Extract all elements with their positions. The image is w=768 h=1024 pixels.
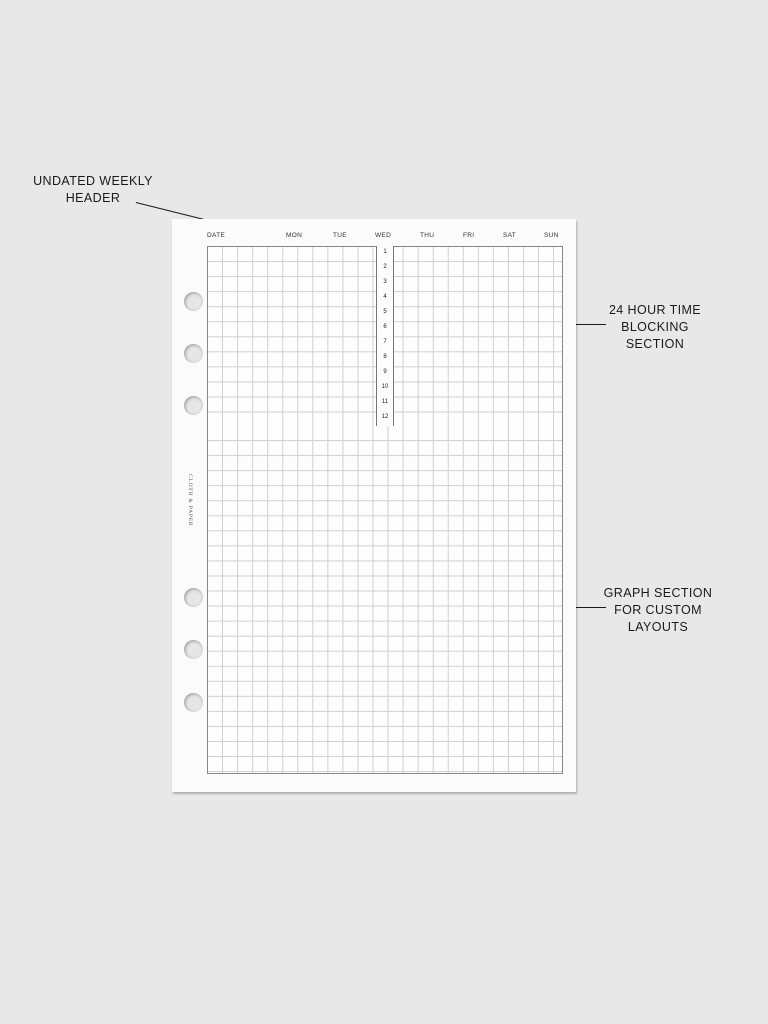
brand-mark: CLOTH & PAPER [187,474,193,527]
graph-section-grid [207,426,563,774]
callout-time-blocking [590,302,720,353]
callout-line: SECTION [625,337,685,351]
callout-line: 24 HOUR TIME [608,303,702,317]
hour-label: 7 [383,339,387,345]
hour-label: 11 [381,399,389,405]
hour-label: 12 [381,414,389,420]
callout-line: FOR CUSTOM [614,603,702,617]
callout-graph-section [593,585,723,636]
punch-hole [184,588,203,607]
day-sat: SAT [503,232,517,239]
day-thu: THU [420,232,435,239]
punch-hole [184,292,203,311]
punch-hole [184,693,203,712]
date-label: DATE [207,232,226,239]
day-fri: FRI [463,232,475,239]
callout-line: UNDATED WEEKLY [33,174,153,188]
hour-label: 1 [383,249,387,255]
hour-label: 9 [383,369,387,375]
punch-hole [184,344,203,363]
callout-line: GRAPH SECTION [603,586,713,600]
day-mon: MON [286,232,303,239]
day-sun: SUN [544,232,559,239]
punch-hole [184,640,203,659]
hour-label: 4 [383,294,387,300]
hour-label: 2 [383,264,387,270]
hour-label: 10 [381,384,389,390]
hour-label: 8 [383,354,387,360]
punch-hole [184,396,203,415]
hour-label: 3 [383,279,387,285]
callout-line: LAYOUTS [627,620,689,634]
day-wed: WED [375,232,392,239]
hour-label: 5 [383,309,387,315]
hour-column [376,246,394,426]
day-tue: TUE [333,232,347,239]
callout-line: HEADER [65,191,121,205]
planner-page [172,219,576,792]
hour-label: 6 [383,324,387,330]
callout-line: BLOCKING [621,320,689,334]
